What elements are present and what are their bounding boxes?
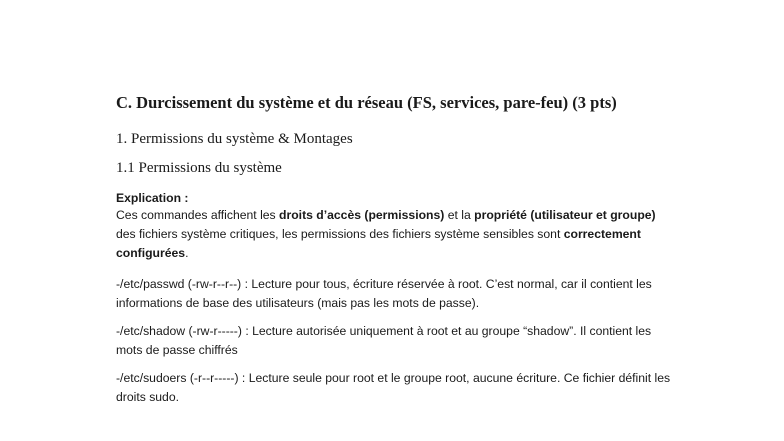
explication-text-4: .	[185, 246, 189, 260]
explication-title: Explication :	[116, 191, 189, 205]
paragraph-shadow: -/etc/shadow (-rw-r-----) : Lecture autorisée uniquement à root et au groupe “shadow”. Il contient les mots de passe chiffrés	[116, 324, 652, 357]
subsection-title: 1. Permissions du système & Montages	[116, 131, 353, 147]
subsubsection-title: 1.1 Permissions du système	[116, 160, 282, 176]
explication-text-2: et la	[444, 208, 475, 222]
paragraph-passwd: -/etc/passwd (-rw-r--r--) : Lecture pour tous, écriture réservée à root. C’est normal, car il contient les informations de base des utilisateurs (mais pas les mots de passe).	[116, 277, 652, 310]
explication-text-1: Ces commandes affichent les	[116, 208, 280, 222]
paragraph-sudoers: -/etc/sudoers (-r--r-----) : Lecture seule pour root et le groupe root, aucune écriture. Ce fichier définit les droits sudo.	[116, 371, 671, 404]
explication-bold-configured: correctement configurées	[116, 227, 641, 260]
section-title: C. Durcissement du système et du réseau (FS, services, pare-feu) (3 pts)	[116, 93, 617, 112]
explication-text-3: des fichiers système critiques, les permissions des fichiers système sensibles sont	[116, 227, 564, 241]
explication-bold-ownership: propriété (utilisateur et groupe)	[474, 208, 656, 222]
explication-body	[116, 206, 676, 263]
explication-bold-permissions: droits d’accès (permissions)	[279, 208, 445, 222]
